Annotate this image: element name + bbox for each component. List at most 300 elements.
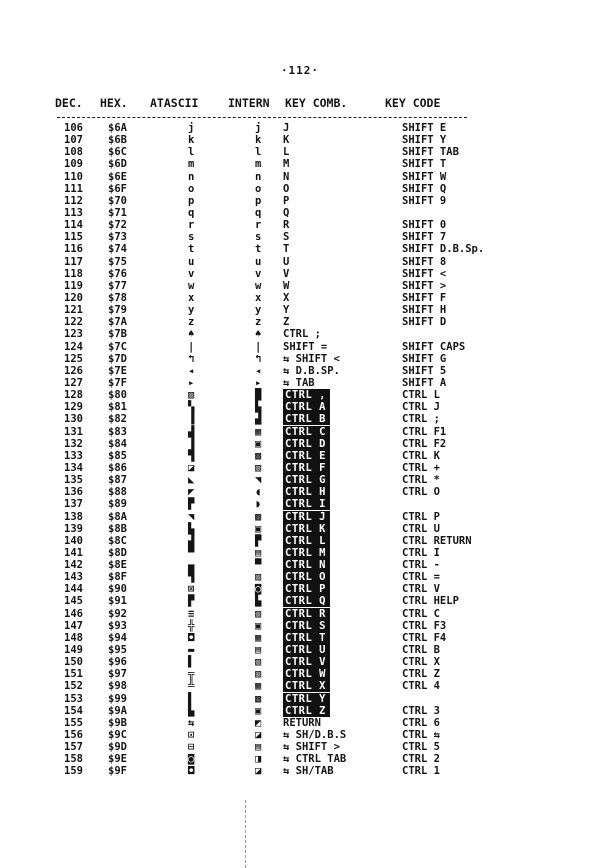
hex-cell: $7B [108,328,127,341]
atascii-glyph: ▜ [188,571,195,584]
key-code-cell: SHIFT D.B.Sp. [402,243,485,256]
table-header [55,96,441,110]
intern-glyph: v [255,267,262,280]
table-row [0,498,600,510]
dec-cell: 152 [64,680,83,693]
dec-cell: 128 [64,389,83,402]
key-comb-cell: CTRL X [283,680,330,692]
atascii-glyph: ▸ [188,376,195,389]
hex-cell: $72 [108,219,127,232]
hex-cell: $7C [108,340,127,353]
table-row [0,158,600,170]
dec-cell: 151 [64,668,83,681]
key-comb-cell: CTRL Y [283,693,330,705]
hex-cell: $9A [108,704,127,717]
header-dec: DEC. [55,96,83,110]
atascii-glyph: ▙ [188,704,195,717]
key-comb-cell: CTRL G [283,474,330,486]
key-code-cell: SHIFT W [402,170,447,183]
key-code-cell: SHIFT 9 [402,194,447,207]
key-code-cell: CTRL I [402,546,440,559]
intern-glyph: ▩ [255,692,262,705]
atascii-glyph: ◣ [188,474,195,487]
hex-cell: $8B [108,522,127,535]
key-code-cell: SHIFT D [402,316,447,329]
key-comb-cell: CTRL V [283,656,330,668]
key-comb-cell: P [283,194,290,207]
key-code-cell: SHIFT 8 [402,255,447,268]
atascii-glyph: p [188,194,195,207]
table-row [0,462,600,474]
intern-glyph: | [255,340,262,353]
dec-cell: 127 [64,376,83,389]
dec-cell: 106 [64,122,83,134]
key-comb-cell: CTRL O [283,571,330,583]
dec-cell: 119 [64,279,83,292]
intern-glyph: ▧ [255,656,262,669]
hex-cell: $6B [108,134,127,147]
dec-cell: 118 [64,267,83,280]
dec-cell: 134 [64,461,83,474]
atascii-glyph: ◥ [188,510,195,523]
atascii-glyph: ◂ [188,364,195,377]
table-row [0,729,600,741]
table-row [0,426,600,438]
atascii-glyph: ╦ [188,668,195,681]
atascii-glyph: ◪ [188,461,195,474]
dec-cell: 117 [64,255,83,268]
key-comb-cell: CTRL T [283,632,330,644]
table-row [0,535,600,547]
key-code-cell: CTRL 4 [402,680,440,693]
hex-cell: $90 [108,583,127,596]
dec-cell: 122 [64,316,83,329]
table-row [0,571,600,583]
key-comb-cell: ⇆ CTRL TAB [283,753,347,766]
intern-glyph: ▧ [255,461,262,474]
intern-glyph: ◂ [255,364,262,377]
key-code-cell: CTRL = [402,571,440,584]
intern-glyph: ◥ [255,474,262,487]
key-code-cell: CTRL V [402,583,440,596]
intern-glyph: j [255,122,262,134]
key-comb-cell: CTRL M [283,547,330,559]
intern-glyph: ♠ [255,328,262,341]
key-code-cell: SHIFT CAPS [402,340,466,353]
key-code-cell: CTRL U [402,522,440,535]
table-row [0,134,600,146]
hex-cell: $89 [108,498,127,511]
atascii-glyph: ▙ [188,522,195,535]
table-row [0,559,600,571]
key-comb-cell: CTRL Z [283,705,330,717]
key-comb-cell: RETURN [283,716,321,729]
dec-cell: 107 [64,134,83,147]
header-key-code: KEY CODE [385,96,441,110]
key-comb-cell: ⇆ SHIFT > [283,741,340,754]
intern-glyph: ◩ [255,716,262,729]
hex-cell: $6D [108,158,127,171]
dec-cell: 159 [64,765,83,778]
key-code-cell: CTRL ⇆ [402,729,440,742]
key-comb-cell: CTRL L [283,535,330,547]
intern-glyph: w [255,279,262,292]
hex-cell: $6A [108,122,127,134]
table-row [0,207,600,219]
key-code-cell: SHIFT T [402,158,447,171]
hex-cell: $7A [108,316,127,329]
dec-cell: 131 [64,425,83,438]
key-comb-cell: CTRL R [283,608,330,620]
intern-glyph: ▸ [255,376,262,389]
table-row [0,644,600,656]
key-comb-cell: ⇆ SH/TAB [283,765,334,778]
header-rule [57,117,467,118]
key-code-cell: CTRL F1 [402,425,447,438]
intern-glyph: r [255,219,262,232]
hex-cell: $94 [108,631,127,644]
dec-cell: 140 [64,534,83,547]
dec-cell: 148 [64,631,83,644]
key-comb-cell: ⇆ TAB [283,376,315,389]
key-comb-cell: Y [283,304,290,317]
dec-cell: 129 [64,401,83,414]
table-row [0,765,600,777]
intern-glyph: k [255,134,262,147]
atascii-glyph: j [188,122,195,134]
key-code-cell: CTRL Z [402,668,440,681]
atascii-glyph: s [188,231,195,244]
table-row [0,353,600,365]
hex-cell: $88 [108,486,127,499]
key-code-cell: SHIFT Q [402,182,447,195]
intern-glyph: ▣ [255,619,262,632]
intern-glyph: ▩ [255,510,262,523]
table-row [0,401,600,413]
hex-cell: $6E [108,170,127,183]
key-code-cell: SHIFT TAB [402,146,459,159]
atascii-glyph: ▌ [188,692,195,705]
dec-cell: 112 [64,194,83,207]
hex-cell: $84 [108,437,127,450]
table-row [0,219,600,231]
hex-cell: $8A [108,510,127,523]
key-comb-cell: CTRL H [283,486,330,498]
key-code-cell: SHIFT G [402,352,447,365]
atascii-glyph: ▬ [188,644,195,657]
dec-cell: 126 [64,364,83,377]
key-comb-cell: CTRL B [283,413,330,425]
table-row [0,292,600,304]
dec-cell: 154 [64,704,83,717]
dec-cell: 143 [64,571,83,584]
intern-glyph: ▨ [255,607,262,620]
key-code-cell: CTRL 1 [402,765,440,778]
intern-glyph: ◪ [255,729,262,742]
intern-glyph: ▀ [255,559,262,572]
table-row [0,243,600,255]
table-row [0,547,600,559]
key-code-cell: SHIFT F [402,291,447,304]
atascii-glyph: ⊟ [188,741,195,754]
atascii-glyph: l [188,146,195,159]
key-comb-cell: O [283,182,290,195]
key-code-cell: CTRL L [402,389,440,402]
hex-cell: $8C [108,534,127,547]
intern-glyph: s [255,231,262,244]
atascii-glyph: ▄ [188,559,195,572]
key-comb-cell: CTRL N [283,559,330,571]
intern-glyph: ↰ [255,352,262,365]
table-row [0,753,600,765]
atascii-glyph: x [188,291,195,304]
intern-glyph: z [255,316,262,329]
page-number: ·112· [280,64,320,77]
key-comb-cell: K [283,134,290,147]
dec-cell: 146 [64,607,83,620]
table-row [0,231,600,243]
table-body [0,122,600,778]
header-atascii: ATASCII [150,96,199,110]
hex-cell: $8F [108,571,127,584]
key-comb-cell: Q [283,206,290,219]
key-comb-cell: U [283,255,290,268]
key-comb-cell: J [283,122,290,134]
key-code-cell: CTRL F3 [402,619,447,632]
intern-glyph: ▩ [255,449,262,462]
intern-glyph: p [255,194,262,207]
key-comb-cell: CTRL K [283,523,330,535]
hex-cell: $9B [108,716,127,729]
key-comb-cell: CTRL I [283,498,330,510]
hex-cell: $82 [108,413,127,426]
atascii-glyph: ▨ [188,389,195,402]
key-code-cell: CTRL + [402,461,440,474]
atascii-glyph: ⇆ [188,716,195,729]
table-row [0,474,600,486]
atascii-glyph: r [188,219,195,232]
dec-cell: 132 [64,437,83,450]
dec-cell: 135 [64,474,83,487]
table-row [0,632,600,644]
key-comb-cell: CTRL F [283,462,330,474]
atascii-glyph: ▀ [188,546,195,559]
dec-cell: 155 [64,716,83,729]
dec-cell: 156 [64,729,83,742]
key-code-cell: CTRL F4 [402,631,447,644]
atascii-glyph: ⊡ [188,729,195,742]
key-code-cell: SHIFT > [402,279,447,292]
key-comb-cell: SHIFT = [283,340,328,353]
table-row [0,122,600,134]
intern-glyph: ▦ [255,680,262,693]
intern-glyph: l [255,146,262,159]
intern-glyph: ▣ [255,437,262,450]
table-row [0,680,600,692]
key-comb-cell: CTRL J [283,511,330,523]
intern-glyph: ▟ [255,413,262,426]
dec-cell: 157 [64,741,83,754]
intern-glyph: ◙ [255,583,262,596]
atascii-glyph: v [188,267,195,280]
dec-cell: 150 [64,656,83,669]
atascii-glyph: ╩ [188,680,195,693]
atascii-glyph: ╬ [188,619,195,632]
atascii-glyph: ▌ [188,656,195,669]
key-comb-cell: CTRL D [283,438,330,450]
table-row [0,146,600,158]
hex-cell: $70 [108,194,127,207]
intern-glyph: ▤ [255,644,262,657]
hex-cell: $9D [108,741,127,754]
intern-glyph: ▦ [255,425,262,438]
table-row [0,195,600,207]
table-row [0,693,600,705]
hex-cell: $9F [108,765,127,778]
atascii-glyph: ▐ [188,413,195,426]
hex-cell: $8D [108,546,127,559]
intern-glyph: t [255,243,262,256]
atascii-glyph: ◤ [188,486,195,499]
key-code-cell: SHIFT Y [402,134,447,147]
atascii-glyph: ↰ [188,352,195,365]
key-code-cell: SHIFT E [402,122,447,134]
dec-cell: 147 [64,619,83,632]
header-key-comb: KEY COMB. [285,96,348,110]
dec-cell: 136 [64,486,83,499]
dec-cell: 130 [64,413,83,426]
intern-glyph: ▙ [255,595,262,608]
key-comb-cell: S [283,231,290,244]
key-comb-cell: L [283,146,290,159]
atascii-glyph: y [188,304,195,317]
intern-glyph: ▣ [255,704,262,717]
key-code-cell: CTRL * [402,474,440,487]
hex-cell: $87 [108,474,127,487]
atascii-glyph: ≡ [188,607,195,620]
intern-glyph: ▦ [255,631,262,644]
key-comb-cell: V [283,267,290,280]
hex-cell: $73 [108,231,127,244]
atascii-glyph: ▐ [188,437,195,450]
hex-cell: $78 [108,291,127,304]
intern-glyph: ▨ [255,668,262,681]
intern-glyph: m [255,158,262,171]
dec-cell: 115 [64,231,83,244]
table-row [0,511,600,523]
dec-cell: 111 [64,182,83,195]
atascii-glyph: | [188,340,195,353]
intern-glyph: n [255,170,262,183]
dec-cell: 145 [64,595,83,608]
intern-glyph: ▛ [255,534,262,547]
table-row [0,280,600,292]
intern-glyph: ◪ [255,765,262,778]
table-row [0,583,600,595]
atascii-glyph: ⊠ [188,583,195,596]
table-row [0,389,600,401]
table-row [0,450,600,462]
key-code-cell: CTRL F2 [402,437,447,450]
dec-cell: 138 [64,510,83,523]
atascii-glyph: m [188,158,195,171]
intern-glyph: █ [255,389,262,402]
key-code-cell: CTRL 5 [402,741,440,754]
intern-glyph: ▤ [255,741,262,754]
key-comb-cell: CTRL ; [283,328,321,341]
dec-cell: 116 [64,243,83,256]
dec-cell: 123 [64,328,83,341]
table-row [0,668,600,680]
key-code-cell: SHIFT H [402,304,447,317]
table-row [0,183,600,195]
table-row [0,741,600,753]
dec-cell: 113 [64,206,83,219]
hex-cell: $7D [108,352,127,365]
key-comb-cell: CTRL U [283,644,330,656]
table-row [0,705,600,717]
key-code-cell: CTRL P [402,510,440,523]
atascii-glyph: ▛ [188,498,195,511]
header-hex: HEX. [100,96,128,110]
table-row [0,256,600,268]
dec-cell: 142 [64,559,83,572]
atascii-glyph: ▚ [188,401,195,414]
intern-glyph: ◗ [255,498,262,511]
hex-cell: $85 [108,449,127,462]
key-comb-cell: R [283,219,290,232]
key-code-cell: CTRL HELP [402,595,459,608]
hex-cell: $74 [108,243,127,256]
table-row [0,304,600,316]
hex-cell: $86 [108,461,127,474]
table-row [0,377,600,389]
dec-cell: 125 [64,352,83,365]
atascii-glyph: k [188,134,195,147]
intern-glyph: ▙ [255,401,262,414]
dec-cell: 158 [64,753,83,766]
key-code-cell: CTRL J [402,401,440,414]
table-row [0,717,600,729]
dec-cell: 141 [64,546,83,559]
dec-cell: 109 [64,158,83,171]
dec-cell: 110 [64,170,83,183]
intern-glyph: ▣ [255,522,262,535]
hex-cell: $77 [108,279,127,292]
intern-glyph: q [255,206,262,219]
key-comb-cell: T [283,243,290,256]
hex-cell: $6C [108,146,127,159]
key-code-cell: CTRL 2 [402,753,440,766]
key-code-cell: SHIFT 5 [402,364,447,377]
key-comb-cell: X [283,291,290,304]
key-comb-cell: CTRL A [283,401,330,413]
intern-glyph: ◨ [255,753,262,766]
atascii-glyph: t [188,243,195,256]
key-code-cell: CTRL K [402,449,440,462]
intern-glyph: x [255,291,262,304]
dec-cell: 149 [64,644,83,657]
key-comb-cell: M [283,158,290,171]
key-code-cell: SHIFT 0 [402,219,447,232]
key-comb-cell: CTRL P [283,583,330,595]
atascii-glyph: q [188,206,195,219]
table-row [0,268,600,280]
key-comb-cell: N [283,170,290,183]
dec-cell: 133 [64,449,83,462]
atascii-glyph: ▟ [188,425,195,438]
hex-cell: $91 [108,595,127,608]
